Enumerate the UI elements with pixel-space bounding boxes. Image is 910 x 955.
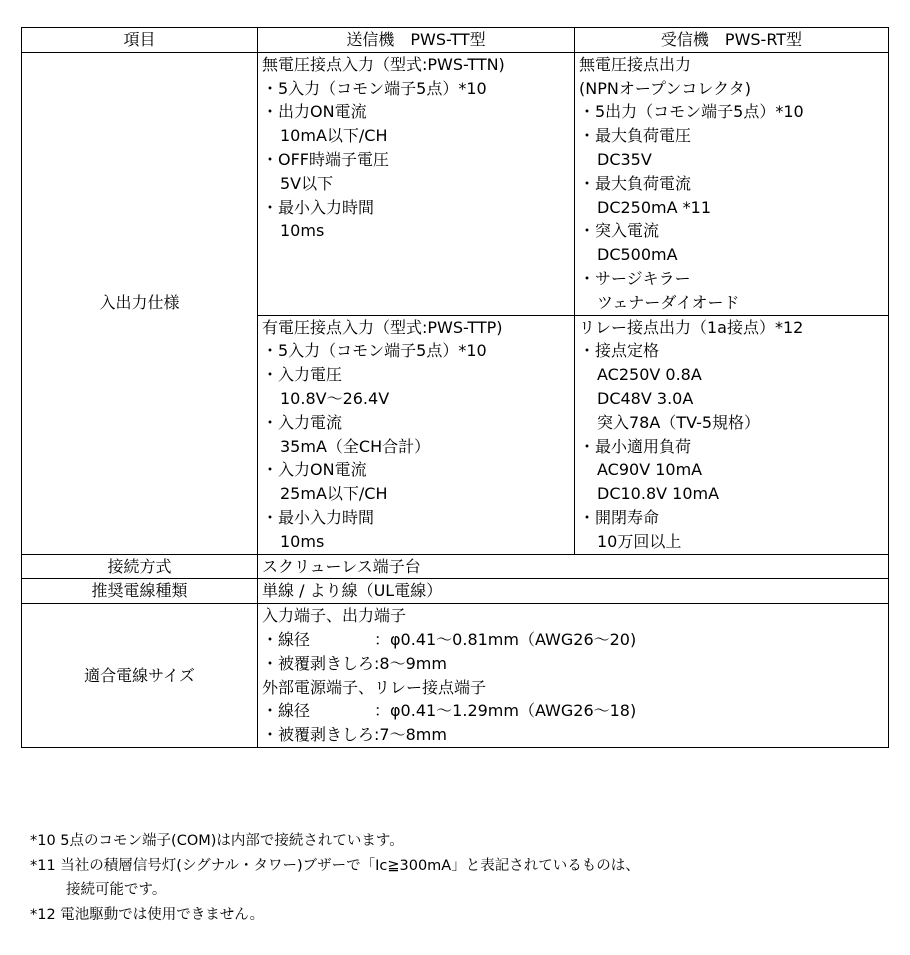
spec-line: 10ms (280, 531, 325, 551)
spec-line: ・入力ON電流 (262, 460, 367, 480)
spec-line: 35mA（全CH合計） (280, 436, 431, 456)
tx-voltage-contact-cell (258, 315, 575, 554)
spec-line: 10.8V～26.4V (280, 388, 390, 408)
connection-value: スクリューレス端子台 (258, 554, 889, 579)
wire-size-label: 適合電線サイズ (22, 604, 258, 748)
spec-line: 10ms (280, 221, 325, 241)
spec-line: ・最小入力時間 (262, 197, 375, 217)
spec-line: 無電圧接点入力（型式:PWS-TTN) (262, 54, 505, 74)
spec-line: ・5入力（コモン端子5点）*10 (262, 341, 487, 361)
footnotes (30, 829, 640, 927)
tx-dry-contact-cell (258, 52, 575, 315)
wire-type-label: 推奨電線種類 (22, 579, 258, 604)
spec-line: 外部電源端子、リレー接点端子 (262, 677, 487, 697)
spec-line: ・OFF時端子電圧 (262, 149, 390, 169)
spec-line: DC35V (597, 149, 652, 169)
spec-line: DC10.8V 10mA (597, 484, 720, 504)
connection-label: 接続方式 (22, 554, 258, 579)
spec-line: ・5出力（コモン端子5点）*10 (579, 102, 804, 122)
connection-row (22, 554, 889, 579)
spec-line: DC48V 3.0A (597, 388, 694, 408)
io-row-1 (22, 52, 889, 315)
spec-line: ・最大負荷電圧 (579, 126, 692, 146)
spec-line: ・被覆剥きしろ:7～8mm (262, 725, 447, 745)
spec-line: 突入78A（TV-5規格） (597, 412, 761, 432)
header-item: 項目 (22, 28, 258, 53)
spec-line: ツェナーダイオード (597, 292, 740, 312)
header-transmitter: 送信機 PWS-TT型 (258, 28, 575, 53)
footnote-line: *12 電池駆動では使用できません。 (30, 906, 265, 923)
spec-line: 入力端子、出力端子 (262, 606, 407, 626)
spec-line: ・最大負荷電流 (579, 173, 692, 193)
spec-line: ・サージキラー (579, 268, 691, 288)
spec-line: 無電圧接点出力 (579, 54, 692, 74)
spec-line: ・最小適用負荷 (579, 436, 692, 456)
footnote-line: 接続可能です。 (66, 882, 167, 898)
spec-line: (NPNオープンコレクタ) (579, 78, 751, 98)
wire-size-row (22, 604, 889, 748)
spec-line: ・5入力（コモン端子5点）*10 (262, 78, 487, 98)
spec-line: ・接点定格 (579, 341, 660, 361)
spec-table (21, 27, 889, 748)
spec-line: ・入力電流 (262, 412, 343, 432)
spec-line: ・被覆剥きしろ:8～9mm (262, 653, 447, 673)
spec-line: ・入力電圧 (262, 365, 343, 385)
rx-npn-output-cell (575, 52, 889, 315)
footnote-line: *11 当社の積層信号灯(シグナル・タワー)ブザーで「Ic≧300mA」と表記されているものは、 (30, 857, 640, 874)
spec-line: ・突入電流 (579, 221, 660, 241)
wire-size-cell (258, 604, 889, 748)
io-spec-label: 入出力仕様 (22, 52, 258, 554)
spec-line: ・開閉寿命 (579, 507, 660, 527)
header-row (22, 28, 889, 53)
spec-line: ・出力ON電流 (262, 102, 367, 122)
spec-line: ・線径 ：φ0.41～1.29mm（AWG26～18) (262, 701, 637, 721)
rx-relay-output-cell (575, 315, 889, 554)
wire-type-value: 単線 / より線（UL電線） (258, 579, 889, 604)
spec-line: 5V以下 (280, 173, 334, 193)
spec-line: リレー接点出力（1a接点）*12 (579, 317, 804, 337)
spec-line: 10mA以下/CH (280, 126, 388, 146)
spec-line: AC250V 0.8A (597, 365, 702, 385)
spec-line: 10万回以上 (597, 531, 682, 551)
spec-line: ・最小入力時間 (262, 507, 375, 527)
spec-line: DC250mA *11 (597, 197, 712, 217)
spec-line: AC90V 10mA (597, 460, 703, 480)
spec-line: 25mA以下/CH (280, 484, 388, 504)
spec-line: 有電圧接点入力（型式:PWS-TTP) (262, 317, 503, 337)
header-receiver: 受信機 PWS-RT型 (575, 28, 889, 53)
spec-line: DC500mA (597, 245, 678, 265)
footnote-line: *10 5点のコモン端子(COM)は内部で接続されています。 (30, 833, 404, 849)
spec-line: ・線径 ：φ0.41～0.81mm（AWG26～20) (262, 629, 637, 649)
wire-type-row (22, 579, 889, 604)
